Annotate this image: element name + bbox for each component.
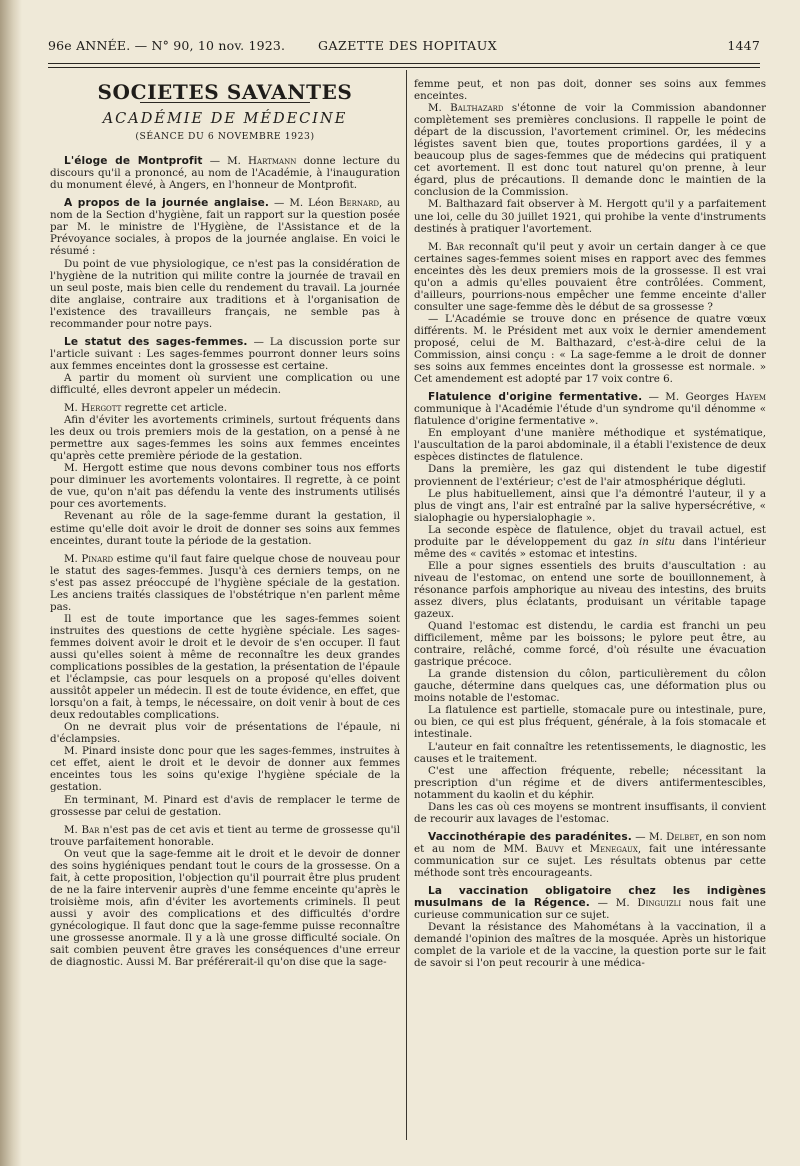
- paragraph: La flatulence est partielle, stomacale pure ou intestinale, pure, ou bien, ce qui est plus fréquent, générale, à la fois stomacale et intestinale.: [414, 704, 766, 741]
- paragraph: M. Bar n'est pas de cet avis et tient au terme de grossesse qu'il trouve parfaitement honorable.: [50, 823, 400, 848]
- paragraph-journee-anglaise: A propos de la journée anglaise. — M. Léon Bernard, au nom de la Section d'hygiène, fait un rapport sur la question posée par M. le ministre de l'Hygiène, de l'Assistance et de la Prévoyance sociales, à propos de la journée anglaise. En voici le résumé :: [50, 197, 400, 258]
- speaker-name: Pinard: [81, 552, 114, 565]
- paragraph: Dans la première, les gaz qui distendent le tube digestif proviennent de l'extérieur; c'est de l'air atmosphérique dégluti.: [414, 463, 766, 488]
- paragraph: — L'Académie se trouve donc en présence de quatre vœux différents. M. le Président met aux voix le dernier amendement proposé, celui de M. Balthazard, c'est-à-dire celui de la Commission, ainsi conçu : « La sage-femme a le droit de donner ses soins aux femmes enceintes dont la grossesse est normale. » Cet amendement est adopté par 17 voix contre 6.: [414, 312, 766, 386]
- speaker-name: Menegaux: [589, 842, 638, 855]
- paragraph: On ne devrait plus voir de présentations de l'épaule, ni d'éclampsies.: [50, 721, 400, 746]
- speaker-name: Bar: [81, 823, 100, 836]
- header-rule-thin: [48, 67, 760, 68]
- journal-title: GAZETTE DES HOPITAUX: [318, 38, 498, 53]
- rubric-heading: Vaccinothérapie des paradénites.: [428, 830, 632, 843]
- paragraph: M. Bar reconnaît qu'il peut y avoir un certain danger à ce que certaines sages-femmes soient mises en rapport avec des femmes enceintes dès les deux premiers mois de la grossesse. Il est vrai qu'on a admis qu'elles pouvaient être contrôlées. Comment, d'ailleurs, pourrions-nous empêcher une femme enceinte d'aller consulter une sage-femme dès le début de sa grossesse ?: [414, 240, 766, 313]
- speaker-name: Bernard: [338, 197, 379, 210]
- paragraph: Il est de toute importance que les sages-femmes soient instruites des questions de cette hygiène spéciale. Les sages-femmes doivent avoir le droit et le devoir de s'en occuper. Il faut aussi qu'elles soient à même de reconnaître les deux grandes complications possibles de la gestation, la présentation de l'épaule et l'éclampsie, cas pour lesquels on a proposé qu'elles doivent aussitôt appeler un médecin. Il est de toute évidence, en effet, que lorsqu'on a fait, à temps, le nécessaire, on doit venir à bout de ces deux redoutables complications.: [50, 612, 400, 722]
- left-column: [50, 76, 400, 1152]
- paragraph: M. Balthazard fait observer à M. Hergott qu'il y a parfaitement une loi, celle du 30 juillet 1921, qui prohibe la vente d'instruments destinés à pratiquer l'avortement.: [414, 198, 766, 235]
- page-number: 1447: [727, 38, 760, 53]
- paragraph: M. Pinard insiste donc pour que les sages-femmes, instruites à cet effet, aient le droit et le devoir de donner aux femmes enceintes tous les soins qu'exige l'hygiène spéciale de la gestation.: [50, 745, 400, 794]
- paragraph: La grande distension du côlon, particulièrement du côlon gauche, détermine dans quelques cas, une déformation plus ou moins notable de l'estomac.: [414, 668, 766, 705]
- header-rule-thick: [48, 63, 760, 64]
- paragraph: Elle a pour signes essentiels des bruits d'auscultation : au niveau de l'estomac, on entend une sorte de bouillonnement, à résonance parfois amphorique au niveau des intestins, des bruits assez divers, plus éclatants, produisant un véritable tapage gazeux.: [414, 559, 766, 621]
- paragraph: M. Hergott estime que nous devons combiner tous nos efforts pour diminuer les avortements volontaires. Il regrette, à ce point de vue, qu'on n'ait pas défendu la vente des instruments utilisés pour ces avortements.: [50, 462, 400, 511]
- paragraph: En employant d'une manière méthodique et systématique, l'auscultation de la paroi abdominale, il a établi l'existence de deux espèces distinctes de flatulence.: [414, 427, 766, 464]
- paragraph: Afin d'éviter les avortements criminels, surtout fréquents dans les deux ou trois premiers mois de la gestation, on a pensé à ne permettre aux sages-femmes les soins aux femmes enceintes qu'après cette première période de la gestation.: [50, 414, 400, 463]
- rubric-heading: Flatulence d'origine fermentative.: [428, 391, 643, 404]
- paragraph: Revenant au rôle de la sage-femme durant la gestation, il estime qu'elle doit avoir le droit de donner ses soins aux femmes enceintes, durant toute la période de la gestation.: [50, 510, 400, 547]
- paragraph-flatulence: Flatulence d'origine fermentative. — M. Georges Hayem communique à l'Académie l'étude d'un syndrome qu'il dénomme « flatulence d'origine fermentative ».: [414, 391, 766, 428]
- paragraph: Dans les cas où ces moyens se montrent insuffisants, il convient de recourir aux lavages de l'estomac.: [414, 800, 766, 825]
- speaker-name: Hayem: [735, 391, 766, 404]
- paragraph: femme peut, et non pas doit, donner ses soins aux femmes enceintes.: [414, 78, 766, 103]
- rubric-heading: A propos de la journée anglaise.: [64, 197, 270, 210]
- paragraph: Du point de vue physiologique, ce n'est pas la considération de l'hygiène de la nutrition qui milite contre la journée de travail en un seul poste, mais bien celle du rendement du travail. La journée dite anglaise, contraire aux traditions et à l'organisation de l'existence des travailleurs français, ne semble pas à recommander pour notre pays.: [50, 257, 400, 330]
- running-header: [48, 38, 760, 58]
- paragraph: Devant la résistance des Mahométans à la vaccination, il a demandé l'opinion des maîtres de la mosquée. Après un historique complet de la variole et de la vaccine, la question porte sur le fait de savoir si l'on peut recourir à une médica-: [414, 921, 766, 970]
- column-divider: [406, 70, 407, 1140]
- paragraph: M. Hergott regrette cet article.: [64, 402, 227, 415]
- speaker-name: Hergott: [81, 402, 122, 415]
- section-title: SOCIETES SAVANTES: [97, 80, 353, 104]
- paragraph: C'est une affection fréquente, rebelle; nécessitant la prescription d'un régime et de divers antifermentescibles, notamment du kaolin et du képhir.: [414, 764, 766, 801]
- paragraph-vaccinotherapie: Vaccinothérapie des paradénites. — M. Delbet, en son nom et au nom de MM. Bauvy et Menegaux, fait une intéressante communication sur ce sujet. Les résultats obtenus par cette méthode sont très encourageants.: [414, 830, 766, 879]
- rubric-heading: L'éloge de Montprofit: [64, 155, 203, 168]
- paragraph: Le plus habituellement, ainsi que l'a démontré l'auteur, il y a plus de vingt ans, l'air est entraîné par la salive hypersécrétive, « sialophagie ou hypersialophagie ».: [414, 487, 766, 524]
- paragraph: On veut que la sage-femme ait le droit et le devoir de donner des soins hygiéniques pendant tout le cours de la grossesse. On a fait, à cette proposition, l'objection qu'il pourrait être plus prudent de ne la faire intervenir auprès d'une femme enceinte qu'après le troisième mois, afin d'éviter les avortements criminels. Il peut aussi y avoir des complications et des difficultés d'ordre gynécologique. Il faut donc que la sage-femme puisse reconnaître une grossesse anormale. Il y a là une grosse difficulté sociale. On sait combien peuvent être graves les conséquences d'une erreur de diagnostic. Aussi M. Bar préférerait-il qu'on dise que la sage-: [50, 847, 400, 969]
- rubric-heading: Le statut des sages-femmes.: [64, 335, 248, 348]
- speaker-name: Bauvy: [535, 842, 564, 855]
- speaker-name: Balthazard: [450, 102, 504, 115]
- academy-title: ACADÉMIE DE MÉDECINE: [102, 111, 348, 128]
- paragraph: L'auteur en fait connaître les retentissements, le diagnostic, les causes et le traitement.: [414, 740, 766, 765]
- speaker-name: Dinguizli: [637, 897, 682, 910]
- paragraph: M. Balthazard s'étonne de voir la Commission abandonner complètement ses premières conclusions. Il rappelle le point de départ de la discussion, l'avortement criminel. Or, les médecins légistes savent bien que, toutes proportions gardées, il y a beaucoup plus de sages-femmes que de médecins qui pratiquent cet avortement. Il est donc tout naturel qu'on prenne, à leur égard, plus de précautions. Il demande donc le maintien de la conclusion de la Commission.: [414, 102, 766, 199]
- issue-info: 96e ANNÉE. — N° 90, 10 nov. 1923.: [48, 38, 286, 53]
- paragraph: Quand l'estomac est distendu, le cardia est franchi un peu difficilement, même par les boissons; le pylore peut être, au contraire, relâché, comme forcé, d'où résulte une évacuation gastrique précoce.: [414, 620, 766, 669]
- paragraph: M. Pinard estime qu'il faut faire quelque chose de nouveau pour le statut des sages-femmes. Jusqu'à ces derniers temps, on ne s'est pas assez préoccupé de l'hygiène spéciale de la gestation. Les anciens traités classiques de l'obstétrique n'en parlent même pas.: [50, 552, 400, 613]
- paragraph: La seconde espèce de flatulence, objet du travail actuel, est produite par le développement du gaz in situ dans l'intérieur même des « cavités » estomac et intestins.: [414, 523, 766, 560]
- speaker-name: Delbet: [666, 830, 700, 843]
- rubric-heading: La vaccination obligatoire chez les indigènes musulmans de la Régence.: [414, 885, 766, 910]
- paragraph-statut-sages-femmes: Le statut des sages-femmes. — La discussion porte sur l'article suivant : Les sages-femmes pourront donner leurs soins aux femmes enceintes dont la grossesse est certaine.: [50, 335, 400, 372]
- paragraph-vaccination-obligatoire: La vaccination obligatoire chez les indigènes musulmans de la Régence. — M. Dinguizli nous fait une curieuse communication sur ce sujet.: [414, 885, 766, 922]
- paragraph: A partir du moment où survient une complication ou une difficulté, elles devront appeler un médecin.: [50, 371, 400, 396]
- page-binding-shadow: [0, 0, 22, 1166]
- session-date: (SÉANCE DU 6 NOVEMBRE 1923): [135, 131, 315, 143]
- paragraph: En terminant, M. Pinard est d'avis de remplacer le terme de grossesse par celui de gestation.: [50, 793, 400, 818]
- right-column: [414, 78, 766, 1152]
- speaker-name: Hartmann: [248, 155, 297, 168]
- speaker-name: Bar: [446, 240, 465, 253]
- paragraph-montprofit: L'éloge de Montprofit — M. Hartmann donne lecture du discours qu'il a prononcé, au nom de l'Académie, à l'inauguration du monument élevé, à Angers, en l'honneur de Montprofit.: [50, 155, 400, 192]
